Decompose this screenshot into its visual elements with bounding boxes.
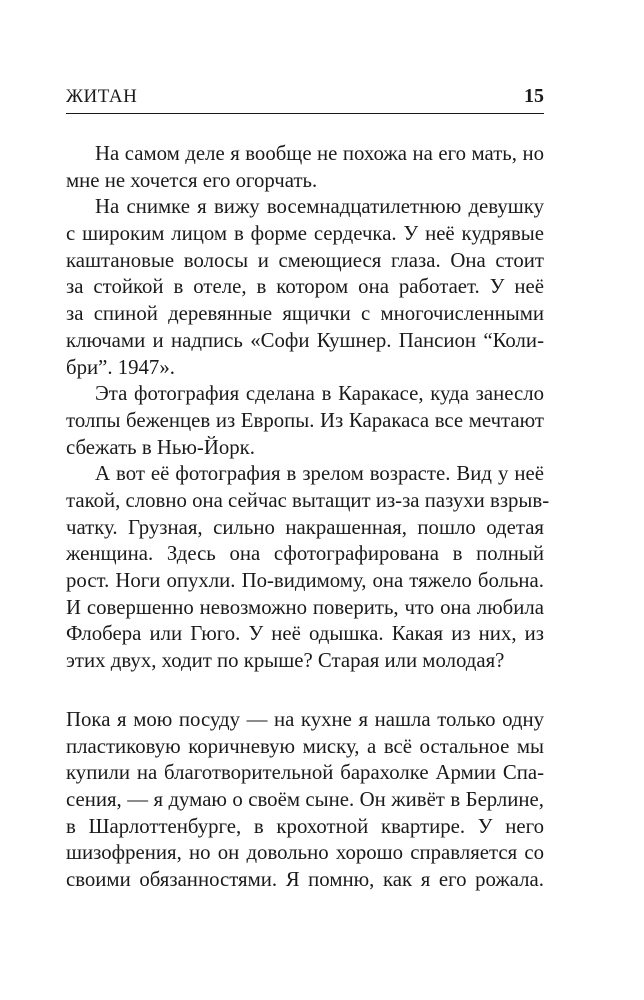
text-line: своими обязанностями. Я помню, как я его рожала. (66, 868, 544, 892)
text-line: ключами и надпись «Софи Кушнер. Пансион “Коли- (66, 328, 544, 352)
text-line: мне не хочется его огорчать. (66, 168, 318, 192)
text-line: рост. Ноги опухли. По-видимому, она тяжело больна. (66, 569, 544, 592)
text-line: сбежать в Нью-Йорк. (66, 435, 255, 459)
running-title: ЖИТАН (66, 86, 138, 107)
text-line: Пока я мою посуду — на кухне я нашла только одну (66, 708, 544, 731)
text-line: А вот её фотография в зрелом возрасте. Вид у неё (95, 462, 544, 486)
text-line: купили на благотворительной барахолке Армии Спа- (66, 761, 544, 785)
text-line: за спиной деревянные ящички с многочисленными (66, 302, 544, 326)
text-line: Флобера или Гюго. У неё одышка. Какая из них, из (66, 622, 544, 646)
text-block-2 (66, 707, 544, 894)
text-line: пластиковую коричневую миску, а всё остальное мы (66, 734, 544, 758)
text-line: женщина. Здесь она сфотографирована в полный (66, 542, 544, 566)
text-line: такой, словно она сейчас вытащит из-за пазухи взрыв- (66, 488, 550, 512)
text-line: за стойкой в отеле, в котором она работает. У неё (66, 275, 544, 299)
text-line: И совершенно невозможно поверить, что она любила (66, 595, 544, 619)
text-line: в Шарлоттенбурге, в крохотной квартире. У него (66, 814, 544, 838)
text-line: шизофрения, но он довольно хорошо справляется со (66, 841, 544, 865)
text-line: каштановые волосы и смеющиеся глаза. Она стоит (66, 248, 544, 272)
text-line: бри”. 1947». (66, 355, 175, 379)
text-line: На самом деле я вообще не похожа на его мать, но (95, 142, 544, 165)
text-line: На снимке я вижу восемнадцатилетнюю девушку (95, 195, 544, 219)
text-line: этих двух, ходит по крыше? Старая или молодая? (66, 649, 505, 673)
text-line: с широким лицом в форме сердечка. У неё кудрявые (66, 222, 544, 246)
running-header (66, 83, 544, 114)
text-line: толпы беженцев из Европы. Из Каракаса все мечтают (66, 408, 544, 432)
text-line: сения, — я думаю о своём сыне. Он живёт в Берлине, (66, 788, 544, 812)
text-line: чатку. Грузная, сильно накрашенная, пошло одетая (66, 515, 544, 539)
text-block-1 (66, 141, 550, 675)
page-number: 15 (524, 85, 544, 107)
text-line: Эта фотография сделана в Каракасе, куда занесло (95, 382, 544, 406)
